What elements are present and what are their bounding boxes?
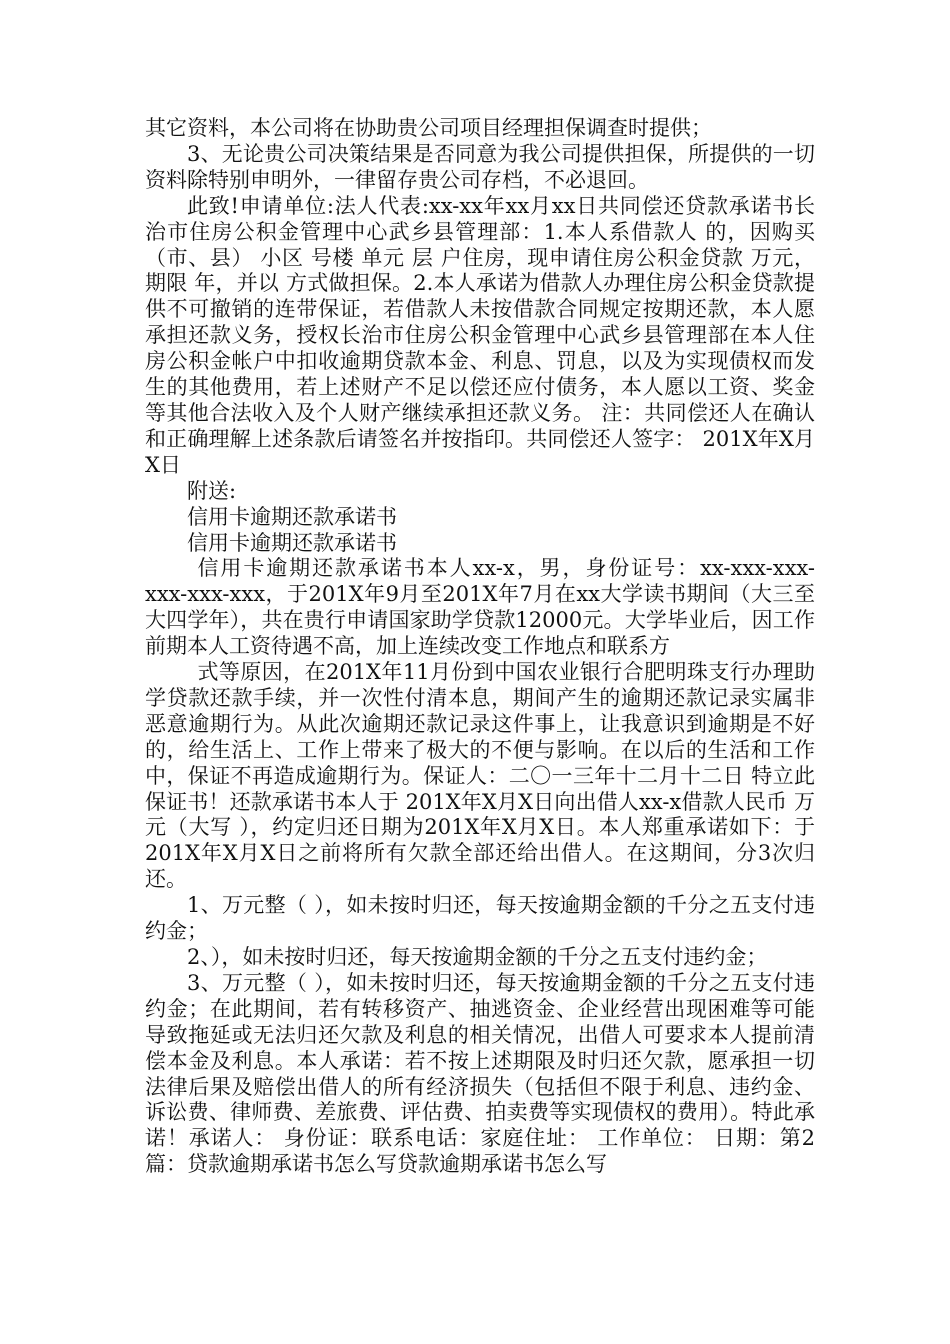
paragraph-item-3: 3、无论贵公司决策结果是否同意为我公司提供担保，所提供的一切资料除特别申明外，一律留存贵公司存档，不必退回。 (145, 141, 815, 192)
paragraph-installment-1: 1、万元整（ ），如未按时归还，每天按逾期金额的千分之五支付违约金； (145, 893, 815, 944)
paragraph-credit-card-body: 信用卡逾期还款承诺书本人xx-x，男，身份证号：xx-xxx-xxx-xxx-xxx-xxx，于201X年9月至201X年7月在xx大学读书期间（大三至大四学年），共在贵行申请国家助学贷款12000元。大学毕业后，因工作前期本人工资待遇不高，加上连续改变工作地点和联系方 (145, 556, 815, 659)
paragraph-continuation: 其它资料，本公司将在协助贵公司项目经理担保调查时提供； (145, 116, 712, 140)
paragraph-attachment-label: 附送: (187, 478, 237, 503)
paragraph-installment-3: 3、万元整（ ），如未按时归还，每天按逾期金额的千分之五支付违约金；在此期间，若有转移资产、抽逃资金、企业经营出现困难等可能导致拖延或无法归还欠款及利息的相关情况，出借人可要求本人提前清偿本金及利息。本人承诺：若不按上述期限及时归还欠款，愿承担一切法律后果及赔偿出借人的所有经济损失（包括但不限于利息、违约金、诉讼费、律师费、差旅费、评估费、拍卖费等实现债权的费用）。特此承诺！承诺人： 身份证：联系电话：家庭住址： 工作单位： 日期：第2篇：贷款逾期承诺书怎么写贷款逾期承诺书怎么写 (145, 970, 815, 1177)
heading-credit-card-1: 信用卡逾期还款承诺书 (187, 504, 397, 529)
paragraph-installment-2: 2、），如未按时归还，每天按逾期金额的千分之五支付违约金； (187, 945, 768, 969)
heading-credit-card-2: 信用卡逾期还款承诺书 (187, 530, 397, 555)
document-body (145, 116, 815, 1178)
paragraph-repayment-promise: 式等原因，在201X年11月份到中国农业银行合肥明珠支行办理助学贷款还款手续，并一次性付清本息，期间产生的逾期还款记录实属非恶意逾期行为。从此次逾期还款记录这件事上，让我意识到逾期是不好的，给生活上、工作上带来了极大的不便与影响。在以后的生活和工作中，保证不再造成逾期行为。保证人：二〇一三年十二月十二日 特立此保证书！还款承诺书本人于 201X年X月X日向出借人xx-x借款人民币 万元（大写 ），约定归还日期为201X年X月X日。本人郑重承诺如下：于 201X年X月X日之前将所有欠款全部还给出借人。在这期间，分3次归还。 (145, 660, 815, 892)
paragraph-guarantee-letter: 此致!申请单位:法人代表:xx-xx年xx月xx日共同偿还贷款承诺书长治市住房公积金管理中心武乡县管理部：1.本人系借款人 的，因购买 （市、县） 小区 号楼 单元 层 户住房，现申请住房公积金贷款 万元，期限 年，并以 方式做担保。2.本人承诺为借款人办理住房公积金贷款提供不可撤销的连带保证，若借款人未按借款合同规定按期还款，本人愿承担还款义务，授权长治市住房公积金管理中心武乡县管理部在本人住房公积金帐户中扣收逾期贷款本金、利息、罚息，以及为实现债权而发生的其他费用，若上述财产不足以偿还应付债务，本人愿以工资、奖金等其他合法收入及个人财产继续承担还款义务。 注：共同偿还人在确认和正确理解上述条款后请签名并按指印。共同偿还人签字： 201X年X月X日 (145, 193, 815, 477)
